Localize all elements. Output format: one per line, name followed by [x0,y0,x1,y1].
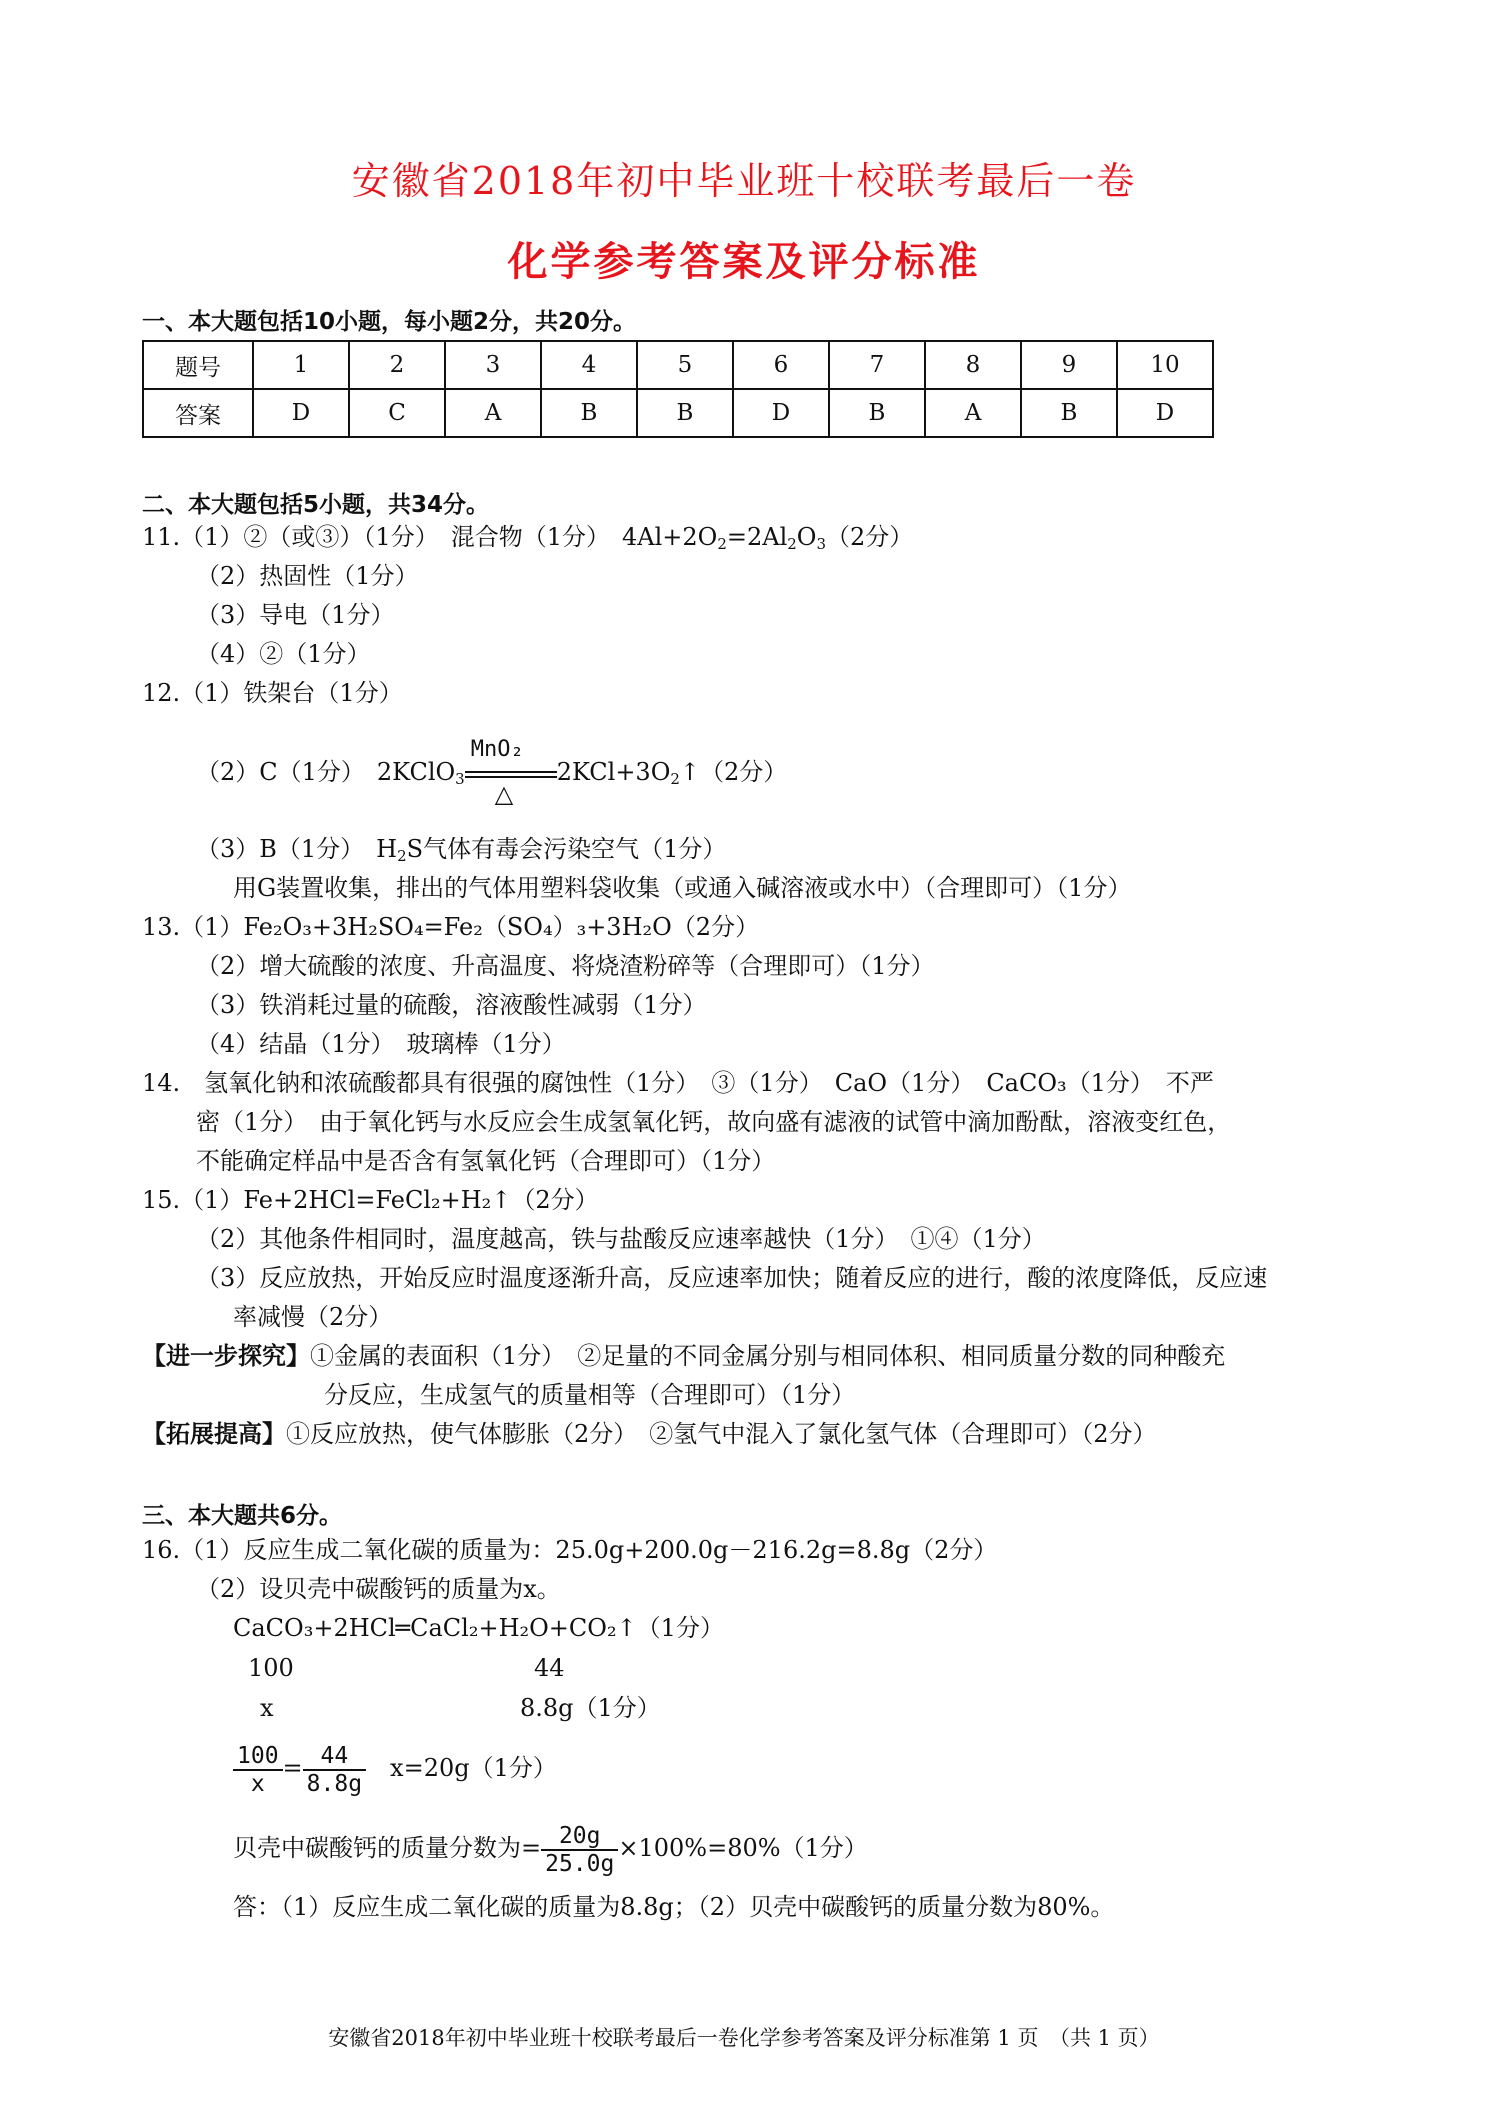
row-label-answer: 答案 [143,389,253,437]
answer-cell: A [925,389,1021,437]
further-inquiry-line1: 【进一步探究】①金属的表面积（1分） ②足量的不同金属分别与相同体积、相同质量分数的同种酸充 [142,1342,1226,1370]
question-number: 7 [829,341,925,389]
q11-part1: 11.（1）②（或③）（1分） 混合物（1分） $4Al+2O_2=2Al_2O_3(2$分） [142,523,914,553]
page-footer: 安徽省2018年初中毕业班十校联考最后一卷化学参考答案及评分标准第 1 页 （共 1 页） [328,2026,1160,2050]
expand-line: 【拓展提高】①反应放热，使气体膨胀（2分） ②氢气中混入了氯化氢气体（合理即可）（2分） [142,1420,1157,1448]
row-label-question: 题号 [143,341,253,389]
q11-part3: （3）导电（1分） [196,601,395,629]
section1-heading: 一、本大题包括10小题，每小题2分，共20分。 [142,309,637,335]
question-number: 9 [1021,341,1117,389]
answer-cell: A [445,389,541,437]
reaction-condition: MnO₂ △ [465,759,557,789]
question-number: 10 [1117,341,1213,389]
q13-part1: 13.（1）Fe₂O₃+3H₂SO₄=Fe₂（SO₄）₃+3H₂O（2分） [142,913,760,941]
q11-part4: （4）②（1分） [196,640,371,668]
q12-part3: （3）B（1分） $H_2S$气体有毒会污染空气（1分） [196,835,727,865]
answer-cell: D [733,389,829,437]
question-number: 5 [637,341,733,389]
question-number: 8 [925,341,1021,389]
unknown-x: x [260,1694,274,1722]
further-inquiry-line2: 分反应，生成氢气的质量相等（合理即可）（1分） [324,1381,856,1409]
q13-part3: （3）铁消耗过量的硫酸，溶液酸性减弱（1分） [196,991,707,1019]
q14-line3: 不能确定样品中是否含有氢氧化钙（合理即可）（1分） [196,1147,776,1175]
answer-cell: B [541,389,637,437]
question-number: 3 [445,341,541,389]
q16-part2: （2）设贝壳中碳酸钙的质量为x。 [196,1575,561,1603]
q11-part2: （2）热固性（1分） [196,562,419,590]
section2-heading: 二、本大题包括5小题，共34分。 [142,492,490,518]
q14-line1: 14. 氢氧化钠和浓硫酸都具有很强的腐蚀性（1分） ③（1分） CaO（1分） CaCO₃（1分） 不严 [142,1069,1214,1097]
final-answer: 答：（1）反应生成二氧化碳的质量为8.8g；（2）贝壳中碳酸钙的质量分数为80%。 [233,1893,1115,1921]
mass-fraction: $\frac{20g}{25.0g}$ [541,1823,618,1877]
q13-part4: （4）结晶（1分） 玻璃棒（1分） [196,1030,566,1058]
document-title: 安徽省2018年初中毕业班十校联考最后一卷 [351,159,1137,203]
q14-line2: 密（1分） 由于氧化钙与水反应会生成氢氧化钙，故向盛有滤液的试管中滴加酚酞，溶液变红色， [196,1108,1232,1136]
q16-part1: 16.（1）反应生成二氧化碳的质量为：25.0g+200.0g－216.2g=8.8g（2分） [142,1536,998,1564]
section3-heading: 三、本大题共6分。 [142,1503,343,1529]
mass-fraction-calc: 贝壳中碳酸钙的质量分数为= $\frac{20g}{25.0g}$ ×100%=80%（1分） [233,1822,868,1877]
answer-cell: B [1021,389,1117,437]
q15-part1: 15.（1）Fe+2HCl=FeCl₂+H₂↑（2分） [142,1186,599,1214]
co2-mass: 8.8g（1分） [520,1694,661,1722]
q15-part2: （2）其他条件相同时，温度越高，铁与盐酸反应速率越快（1分） ①④（1分） [196,1225,1046,1253]
q15-part3-line2: 率减慢（2分） [233,1303,393,1331]
question-number: 2 [349,341,445,389]
q13-part2: （2）增大硫酸的浓度、升高温度、将烧渣粉碎等（合理即可）（1分） [196,952,935,980]
molar-mass-co2: 44 [534,1654,565,1682]
answer-cell: D [1117,389,1213,437]
question-number: 4 [541,341,637,389]
ratio-left: $\frac{100}{x}$ [233,1743,283,1797]
answer-cell: B [829,389,925,437]
q12-part3-cont: 用G装置收集，排出的气体用塑料袋收集（或通入碱溶液或水中）（合理即可）（1分） [233,874,1132,902]
reaction-equation: CaCO₃+2HCl═CaCl₂+H₂O+CO₂↑（1分） [233,1614,724,1642]
question-number-row [143,341,1213,389]
q12-part2: （2）C（1分） 2KClO$_3$ MnO₂ △ $2KCl+3O_2↑(2$分） [196,736,788,808]
question-number: 6 [733,341,829,389]
document-subtitle: 化学参考答案及评分标准 [507,239,981,285]
answer-table [142,340,1214,438]
ratio-right: $\frac{44}{8.8g}$ [303,1743,366,1797]
q12-part1: 12.（1）铁架台（1分） [142,679,403,707]
proportion-equation: $\frac{100}{x}$ = $\frac{44}{8.8g}$ x=20g（1分） [233,1738,557,1798]
answer-cell: C [349,389,445,437]
answer-row [143,389,1213,437]
q15-part3-line1: （3）反应放热，开始反应时温度逐渐升高，反应速率加快；随着反应的进行，酸的浓度降低，反应速 [196,1264,1268,1292]
answer-cell: B [637,389,733,437]
question-number: 1 [253,341,349,389]
molar-mass-caco3: 100 [248,1654,294,1682]
answer-cell: D [253,389,349,437]
